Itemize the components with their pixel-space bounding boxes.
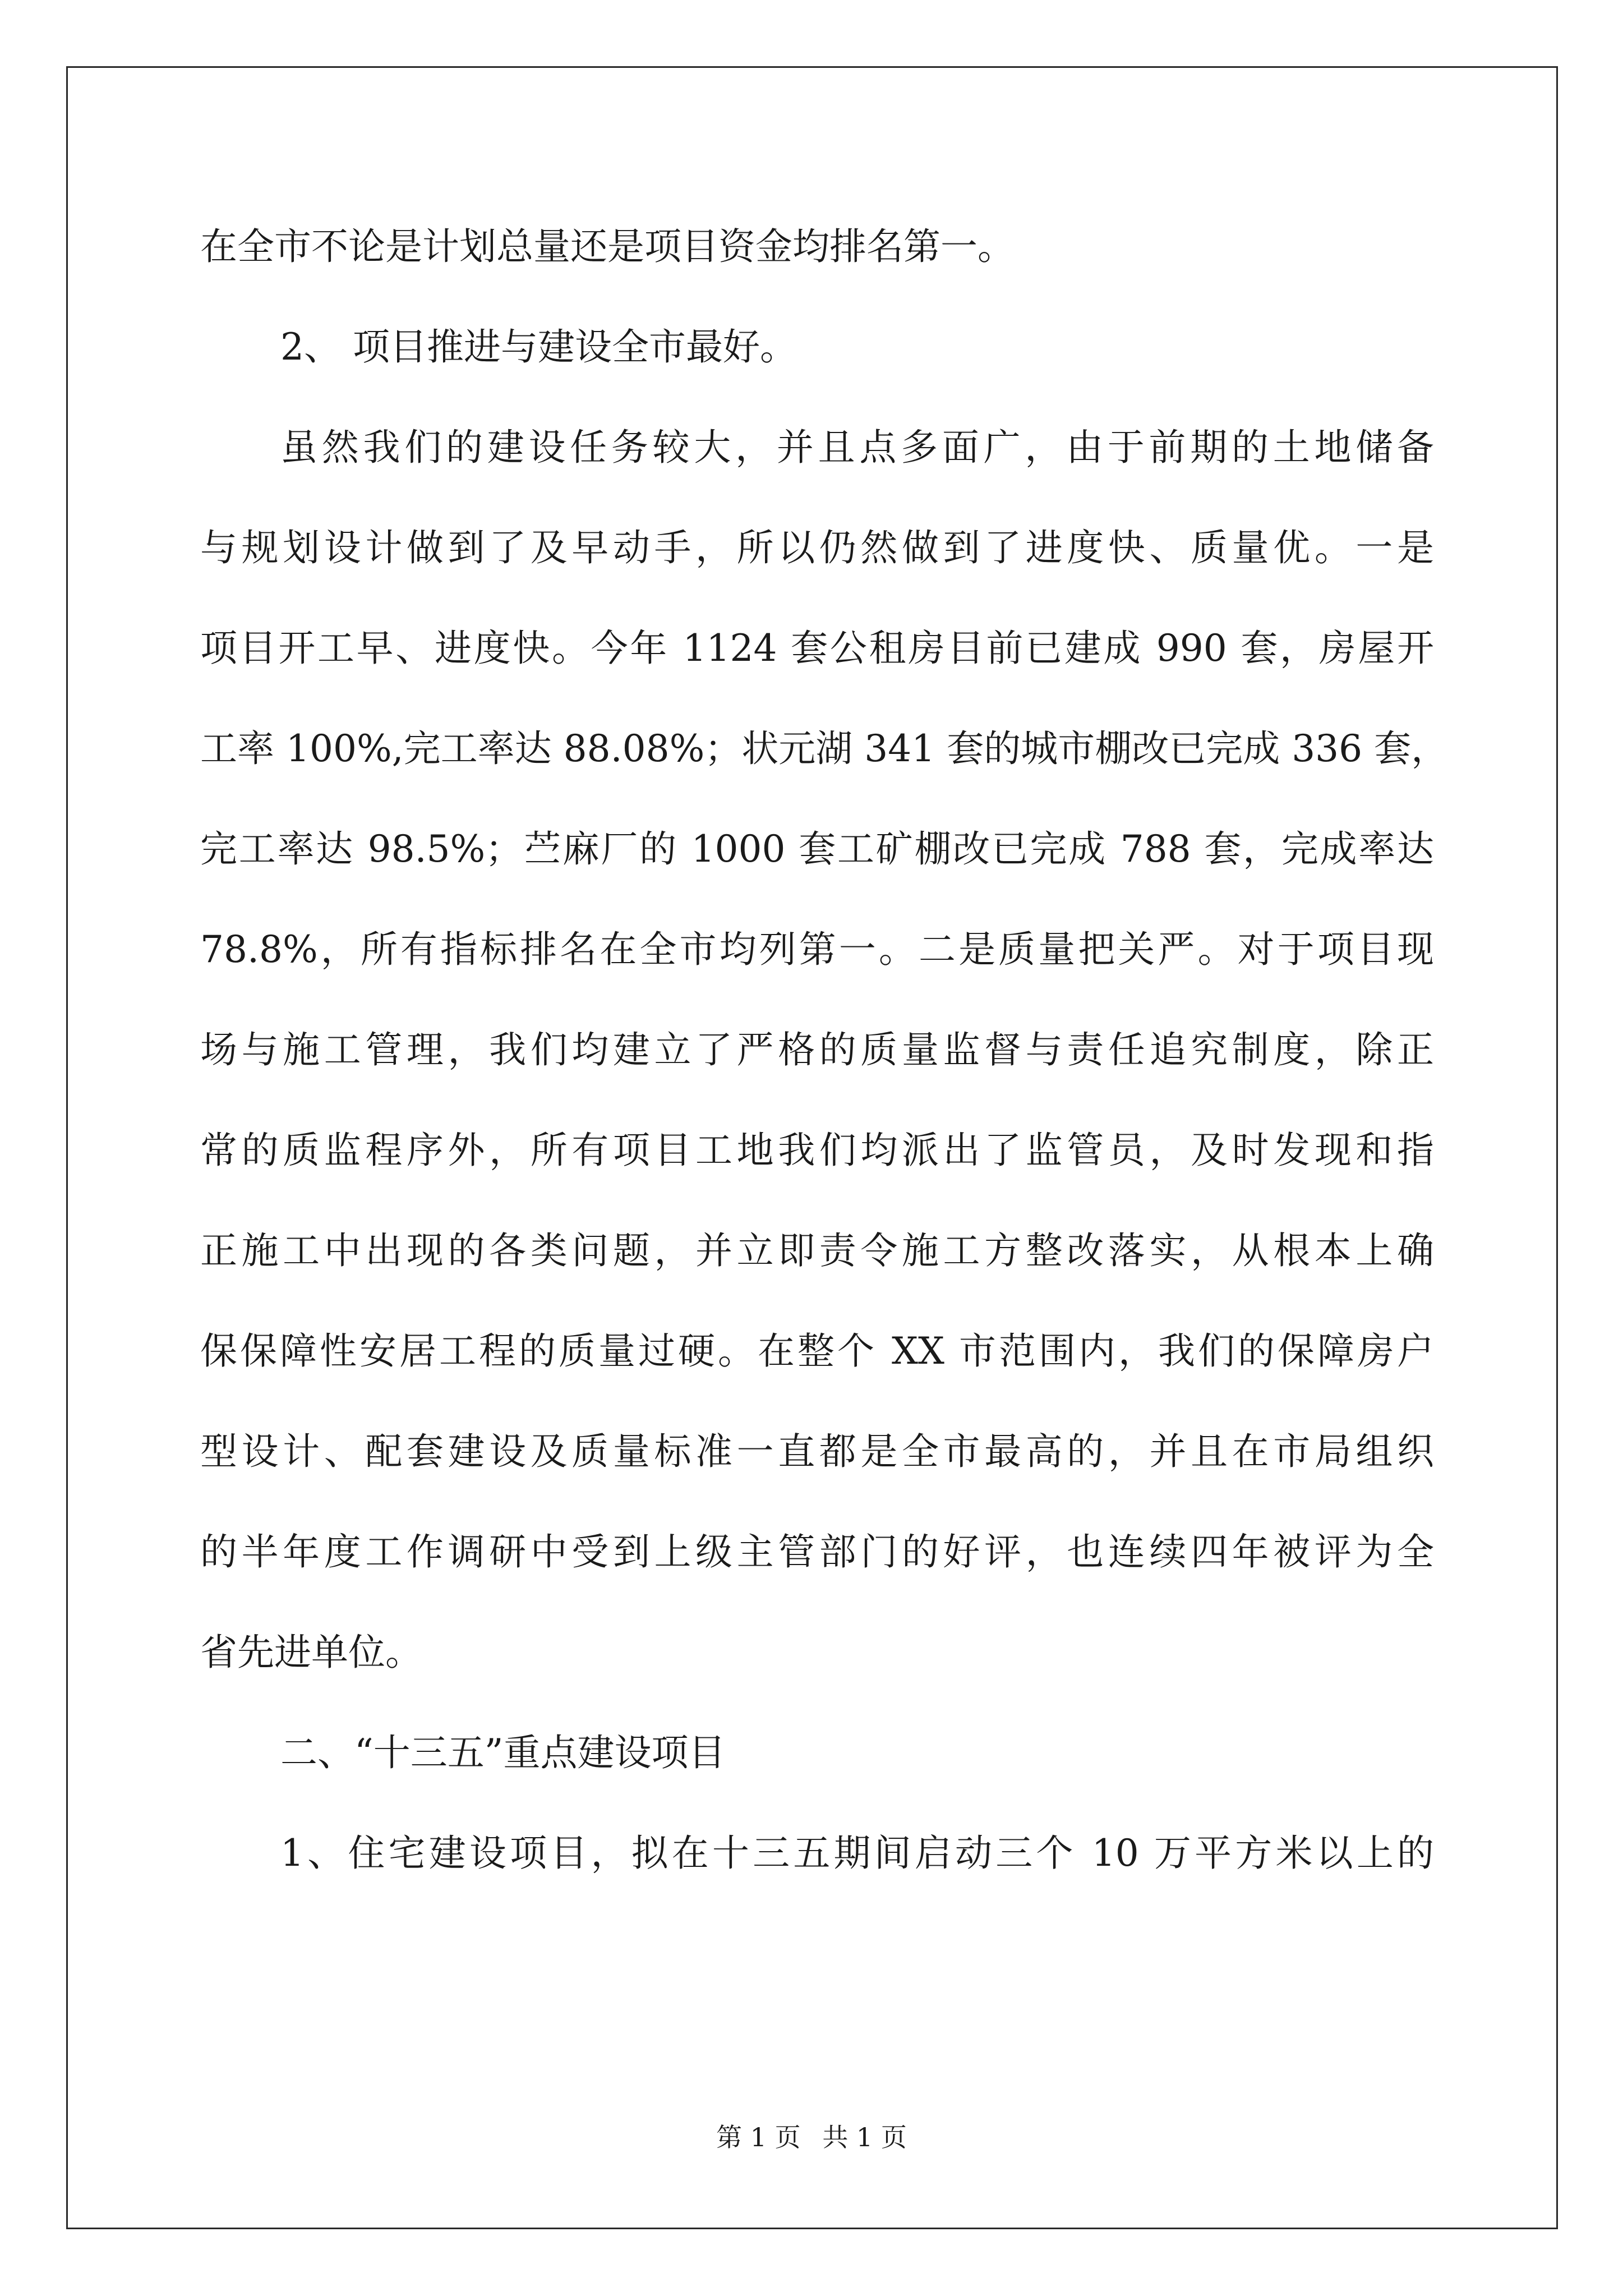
text-line-1: 在全市不论是计划总量还是项目资金均排名第一。: [200, 225, 1015, 268]
text-line-12: 保保障性安居工程的质量过硬。在整个 XX 市范围内，我们的保障房户: [200, 1329, 1434, 1373]
text-line-4: 与规划设计做到了及早动手，所以仍然做到了进度快、质量优。一是: [200, 526, 1434, 569]
text-line-8: 78.8%，所有指标排名在全市均列第一。二是质量把关严。对于项目现: [200, 928, 1434, 971]
section-heading: 二、“十三五”重点建设项目: [280, 1731, 726, 1774]
text-line-11: 正施工中出现的各类问题，并立即责令施工方整改落实，从根本上确: [200, 1229, 1434, 1272]
text-line-14: 的半年度工作调研中受到上级主管部门的好评，也连续四年被评为全: [200, 1530, 1434, 1573]
text-line-9: 场与施工管理，我们均建立了严格的质量监督与责任追究制度，除正: [200, 1028, 1434, 1071]
subheading-2: 2、 项目推进与建设全市最好。: [280, 325, 797, 369]
text-line-7: 完工率达 98.5%；苎麻厂的 1000 套工矿棚改已完成 788 套，完成率达: [200, 827, 1434, 871]
text-line-3: 虽然我们的建设任务较大，并且点多面广，由于前期的土地储备: [280, 426, 1434, 469]
page-number: 第 1 页: [716, 2122, 801, 2152]
text-line-15: 省先进单位。: [200, 1631, 422, 1674]
text-line-10: 常的质监程序外，所有项目工地我们均派出了监管员，及时发现和指: [200, 1129, 1434, 1172]
text-line-13: 型设计、配套建设及质量标准一直都是全市最高的，并且在市局组织: [200, 1430, 1434, 1473]
text-line-5: 项目开工早、进度快。今年 1124 套公租房目前已建成 990 套，房屋开: [200, 627, 1434, 670]
text-line-17: 1、住宅建设项目，拟在十三五期间启动三个 10 万平方米以上的: [280, 1832, 1434, 1875]
page-total: 共 1 页: [822, 2122, 907, 2152]
text-line-6: 工率 100%,完工率达 88.08%；状元湖 341 套的城市棚改已完成 336 套，: [200, 727, 1449, 770]
page-footer: [0, 2120, 1623, 2154]
